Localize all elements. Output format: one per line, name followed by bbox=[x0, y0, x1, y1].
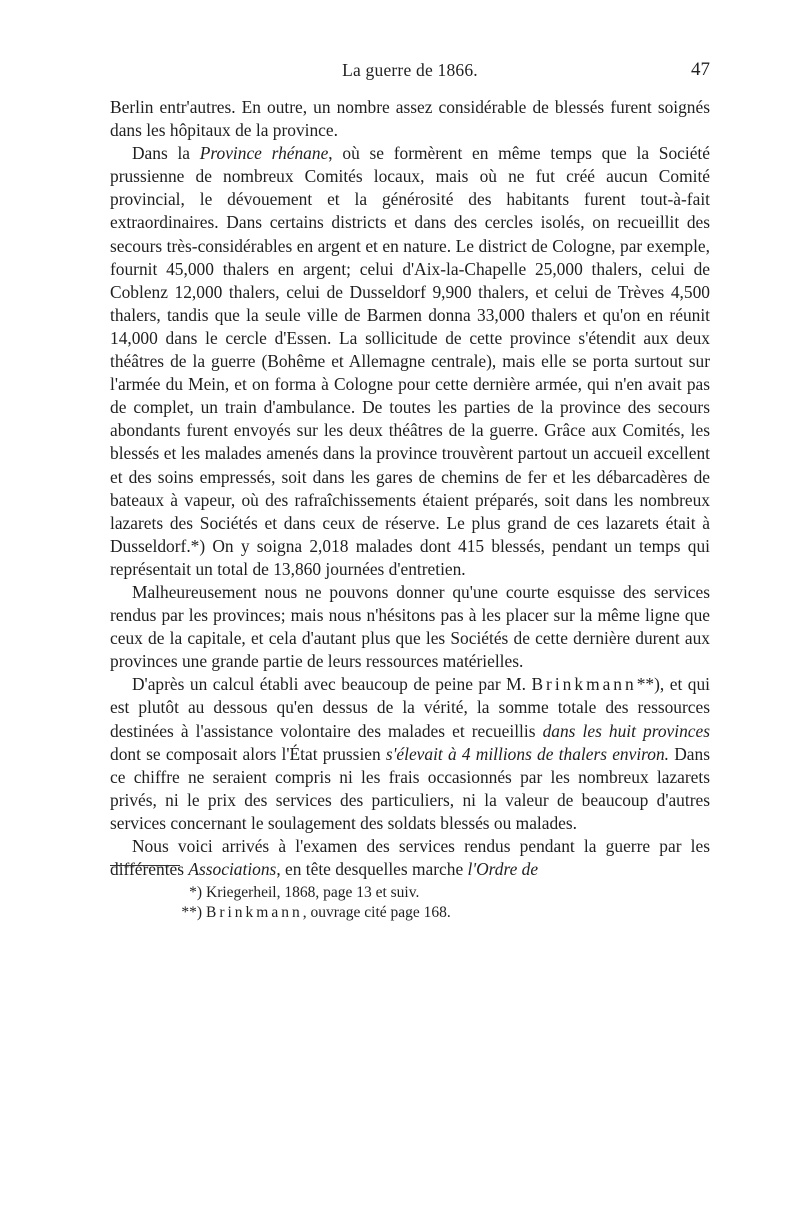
footnote-2-mark: **) bbox=[181, 904, 202, 921]
huit-provinces-italic: dans les huit provinces bbox=[542, 720, 711, 741]
footnote-1 bbox=[180, 883, 700, 903]
footnotes bbox=[180, 883, 700, 923]
province-rhenane-italic: Province rhénane bbox=[199, 143, 329, 164]
paragraph-2-text-a: Dans la bbox=[132, 143, 200, 164]
running-title: La guerre de 1866. bbox=[342, 60, 478, 80]
footnote-1-mark: *) bbox=[189, 884, 202, 901]
page-number: 47 bbox=[691, 59, 710, 80]
footnote-2 bbox=[180, 903, 700, 923]
footnote-1-text: Kriegerheil, 1868, page 13 et suiv. bbox=[206, 884, 420, 901]
paragraph-5 bbox=[110, 835, 710, 881]
paragraph-3: Malheureusement nous ne pouvons donner qu'une courte esquisse des services rendus par les provinces; mais nous n'hésitons pas à les placer sur la même ligne que ceux de la capitale, et cela d'autant plus que les Sociétés de cette dernière durent aux provinces une grande partie de leurs ressources matérielles. bbox=[110, 581, 710, 672]
paragraph-4-text-c: **), et qui est plutôt au dessous qu'en dessus de la vérité, la somme totale des ressources destinées à l'assistance volontaire des malades et recueillis bbox=[110, 674, 710, 741]
paragraph-4-text-g: Dans ce chiffre ne seraient compris ni les frais occasionnés par les nombreux lazarets privés, ni le prix des services des particuliers, ni la valeur de beaucoup d'autres services concernant le soulagement des soldats blessés ou malades. bbox=[110, 743, 710, 833]
associations-italic: Associations bbox=[188, 859, 277, 880]
brinkmann-spaced: Brinkmann bbox=[531, 674, 637, 695]
ordre-de-italic: l'Ordre de bbox=[467, 859, 539, 880]
body-text bbox=[110, 96, 710, 881]
paragraph-1: Berlin entr'autres. En outre, un nombre assez considérable de blessés furent soignés dans les hôpitaux de la province. bbox=[110, 97, 710, 141]
page-header bbox=[110, 60, 710, 84]
footnote-divider bbox=[110, 865, 180, 866]
paragraph-5-text-c: , en tête desquelles marche bbox=[276, 859, 468, 880]
paragraph-2 bbox=[110, 142, 710, 581]
paragraph-5-text-a: Nous voici arrivés à l'examen des services rendus pendant la guerre par les différentes bbox=[110, 836, 710, 880]
paragraph-4-text-e: dont se composait alors l'État prussien bbox=[110, 743, 386, 764]
footnote-2-name: Brinkmann bbox=[206, 904, 303, 921]
paragraph-4-text-a: D'après un calcul établi avec beaucoup de peine par M. bbox=[132, 674, 532, 695]
quatre-millions-italic: s'élevait à 4 millions de thalers environ. bbox=[385, 743, 670, 764]
paragraph-4 bbox=[110, 673, 710, 835]
paragraph-2-text-c: , où se formèrent en même temps que la Société prussienne de nombreux Comités locaux, mais où ne fut créé aucun Comité provincial, le dévouement et la générosité des habitants furent tout-à-fait extraordinaires. Dans certains districts et dans des cercles isolés, on recueillit des secours très-considérables en argent et en nature. Le district de Cologne, par exemple, fournit 45,000 thalers en argent; celui d'Aix-la-Chapelle 25,000 thalers, celui de Coblenz 12,000 thalers, celui de Dusseldorf 9,900 thalers, et celui de Trèves 4,500 thalers, tandis que la seule ville de Barmen donna 33,000 thalers et qu'on en réunit 14,000 dans le cercle d'Essen. La sollicitude de cette province s'étendit aux deux théâtres de la guerre (Bohême et Allemagne centrale), mais elle se porta surtout sur l'armée du Mein, et on forma à Cologne pour cette dernière armée, qui n'en avait pas de complet, un train d'ambulance. De toutes les parties de la province des secours abondants furent envoyés sur les deux théâtres de la guerre. Grâce aux Comités, les blessés et les malades amenés dans la province trouvèrent partout un accueil excellent et des soins empressés, soit dans les gares de chemins de fer et les débarcadères de bateaux à vapeur, où des rafraîchissements étaient préparés, soit dans les nombreux lazarets des Sociétés et dans ceux de réserve. Le plus grand de ces lazarets était à Dusseldorf.*) On y soigna 2,018 malades dont 415 blessés, pendant un temps qui représentait un total de 13,860 journées d'entretien. bbox=[110, 143, 710, 579]
footnote-2-text: , ouvrage cité page 168. bbox=[302, 904, 451, 921]
